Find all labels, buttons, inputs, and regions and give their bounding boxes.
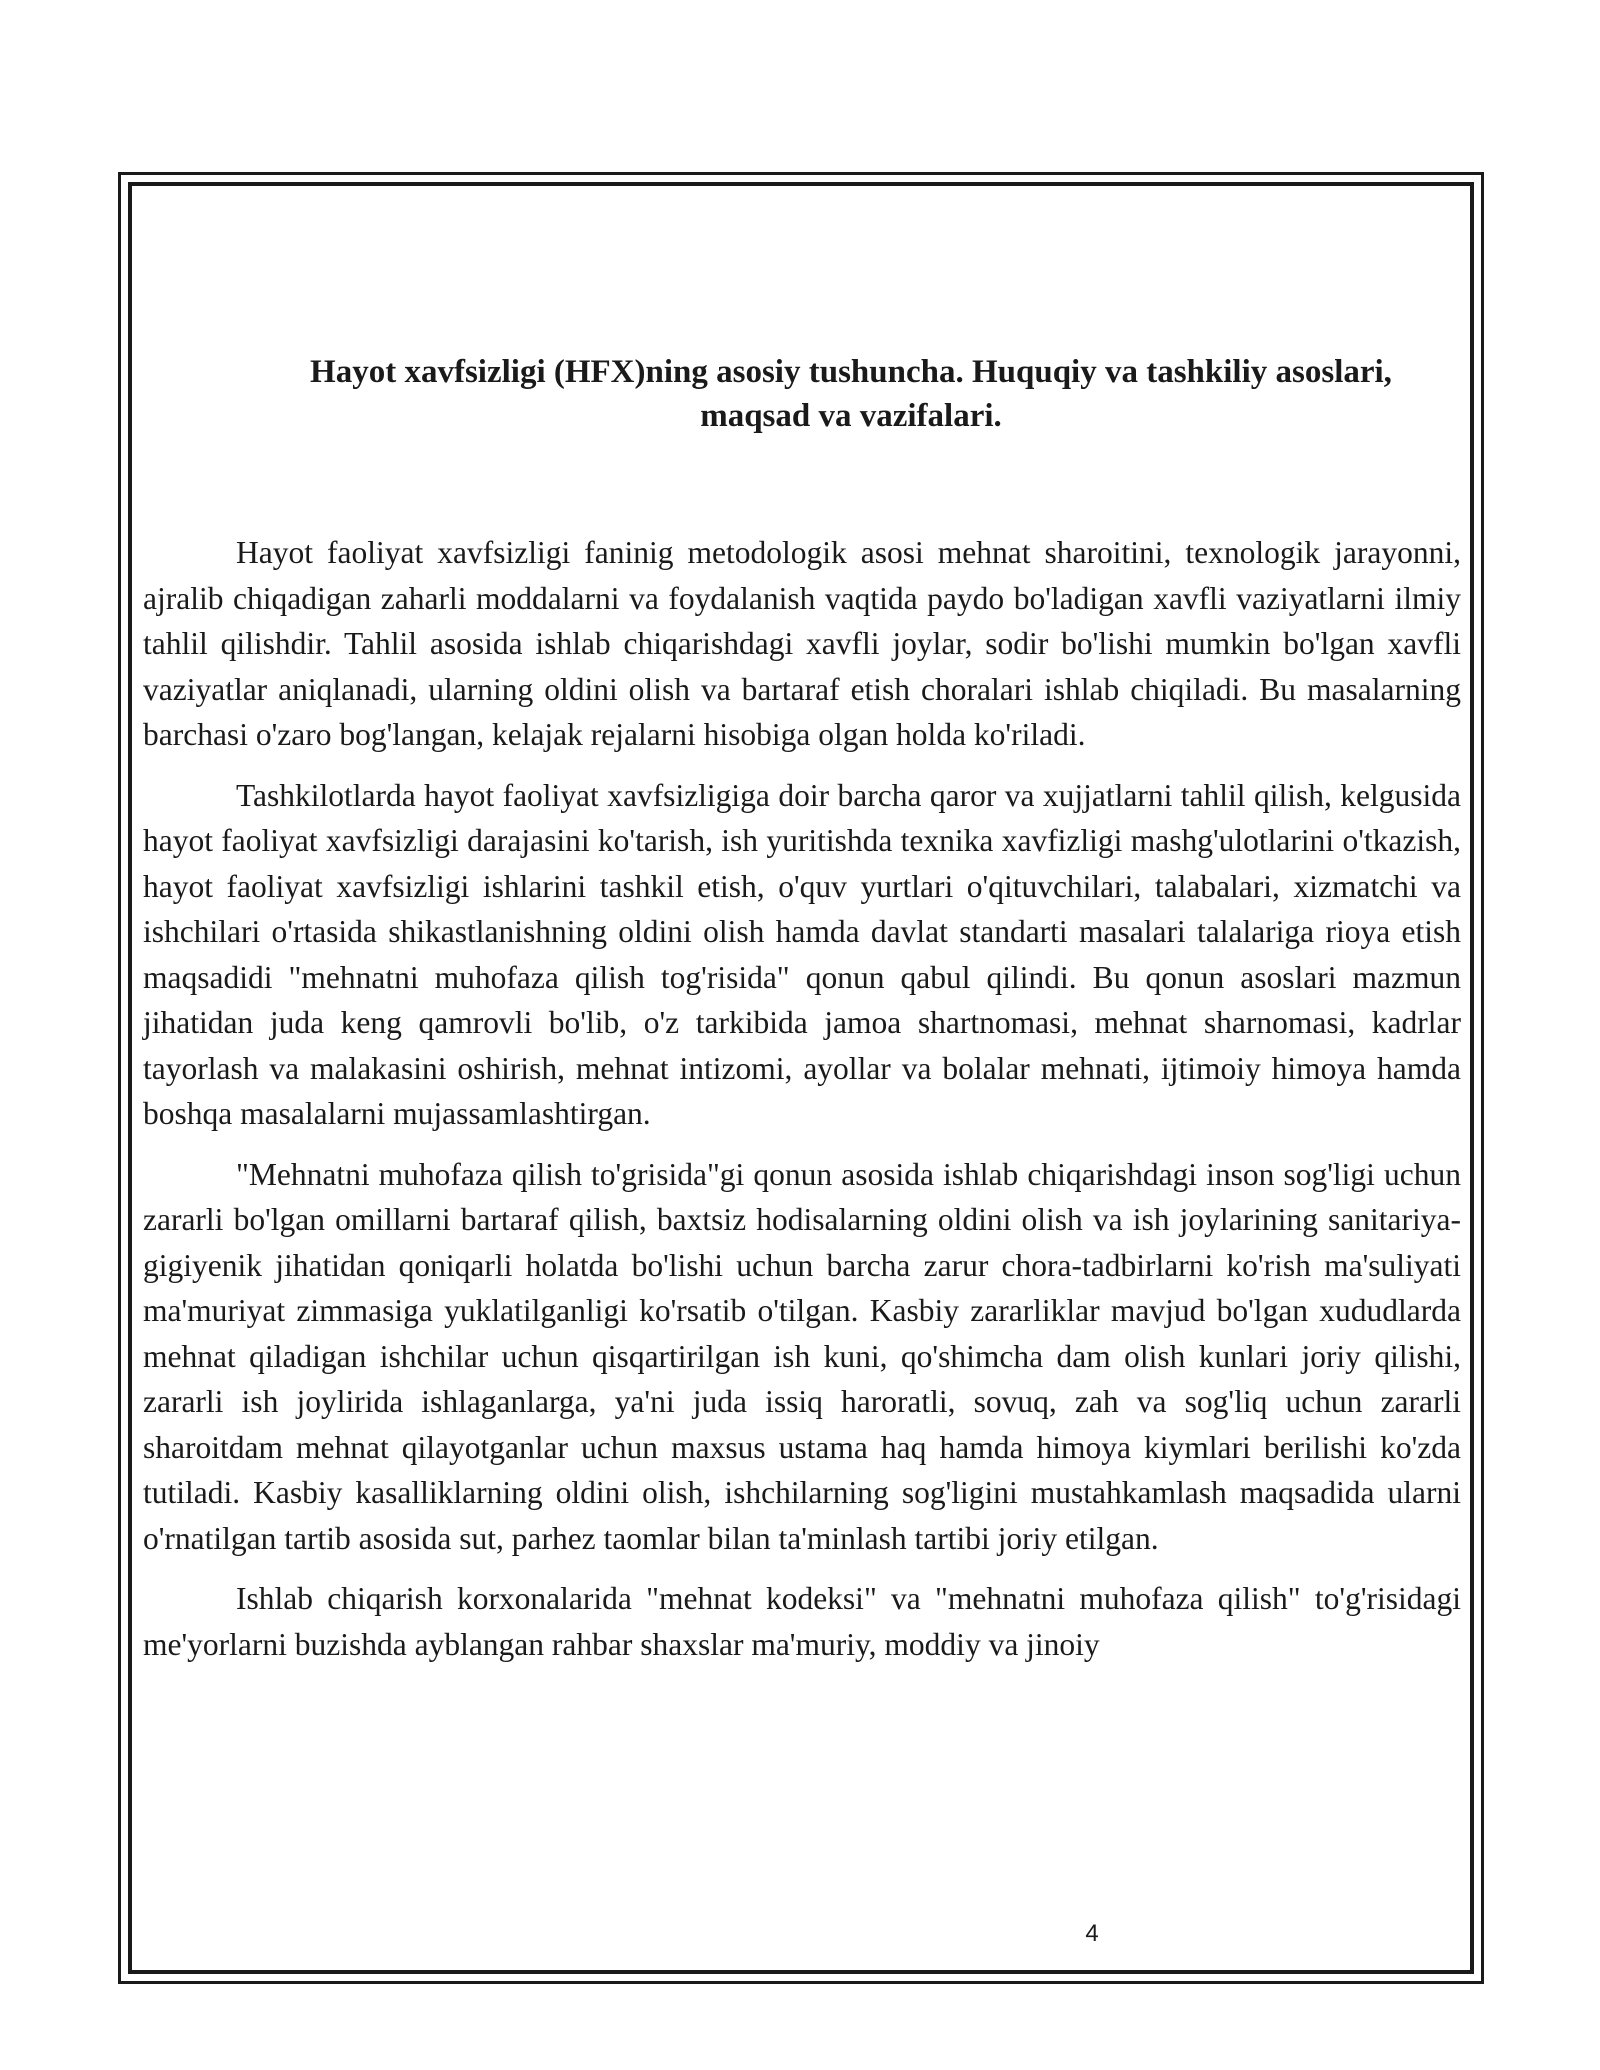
document-body [143, 530, 1461, 1667]
paragraph-3: "Mehnatni muhofaza qilish to'grisida"gi qonun asosida ishlab chiqarishdagi inson sog'ligi uchun zararli bo'lgan omillarni bartaraf qilish, baxtsiz hodisalarning oldini olish va ish joylarining sanitariya-gigiyenik jihatidan qoniqarli holatda bo'lishi uchun barcha zarur chora-tadbirlarni ko'rish ma'suliyati ma'muriyat zimmasiga yuklatilganligi ko'rsatib o'tilgan. Kasbiy zararliklar mavjud bo'lgan xududlarda mehnat qiladigan ishchilar uchun qisqartirilgan ish kuni, qo'shimcha dam olish kunlari joriy qilishi, zararli ish joylirida ishlaganlarga, ya'ni juda issiq haroratli, sovuq, zah va sog'liq uchun zararli sharoitdam mehnat qilayotganlar uchun maxsus ustama haq hamda himoya kiymlari berilishi ko'zda tutiladi. Kasbiy kasalliklarning oldini olish, ishchilarning sog'ligini mustahkamlash maqsadida ularni o'rnatilgan tartib asosida sut, parhez taomlar bilan ta'minlash tartibi joriy etilgan. [143, 1156, 1461, 1556]
document-title [143, 350, 1461, 438]
paragraph-1: Hayot faoliyat xavfsizligi faninig metodologik asosi mehnat sharoitini, texnologik jarayonni, ajralib chiqadigan zaharli moddalarni va foydalanish vaqtida paydo bo'ladigan xavfli vaziyatlarni ilmiy tahlil qilishdir. Tahlil asosida ishlab chiqarishdagi xavfli joylar, sodir bo'lishi mumkin bo'lgan xavfli vaziyatlar aniqlanadi, ularning oldini olish va bartaraf etish choralari ishlab chiqiladi. Bu masalarning barchasi o'zaro bog'langan, kelajak rejalarni hisobiga olgan holda ko'riladi. [143, 535, 1461, 752]
title-line-2: maqsad va vazifalari. [700, 398, 1002, 434]
paragraph-4: Ishlab chiqarish korxonalarida "mehnat kodeksi" va "mehnatni muhofaza qilish" to'g'risidagi me'yorlarni buzishda ayblangan rahbar shaxslar ma'muriy, moddiy va jinoiy [143, 1581, 1461, 1662]
title-line-1: Hayot xavfsizligi (HFX)ning asosiy tushuncha. Huquqiy va tashkiliy asoslari, [310, 354, 1392, 390]
paragraph-2: Tashkilotlarda hayot faoliyat xavfsizligiga doir barcha qaror va xujjatlarni tahlil qilish, kelgusida hayot faoliyat xavfsizligi darajasini ko'tarish, ish yuritishda texnika xavfizligi mashg'ulotlarini o'tkazish, hayot faoliyat xavfsizligi ishlarini tashkil etish, o'quv yurtlari o'qituvchilari, talabalari, xizmatchi va ishchilari o'rtasida shikastlanishning oldini olish hamda davlat standarti masalari talalariga rioya etish maqsadidi "mehnatni muhofaza qilish tog'risida" qonun qabul qilindi. Bu qonun asoslari mazmun jihatidan juda keng qamrovli bo'lib, o'z tarkibida jamoa shartnomasi, mehnat sharnomasi, kadrlar tayorlash va malakasini oshirish, mehnat intizomi, ayollar va bolalar mehnati, ijtimoiy himoya hamda boshqa masalalarni mujassamlashtirgan. [143, 777, 1461, 1131]
page-content [143, 350, 1461, 1682]
page-number: 4 [1085, 1920, 1099, 1947]
